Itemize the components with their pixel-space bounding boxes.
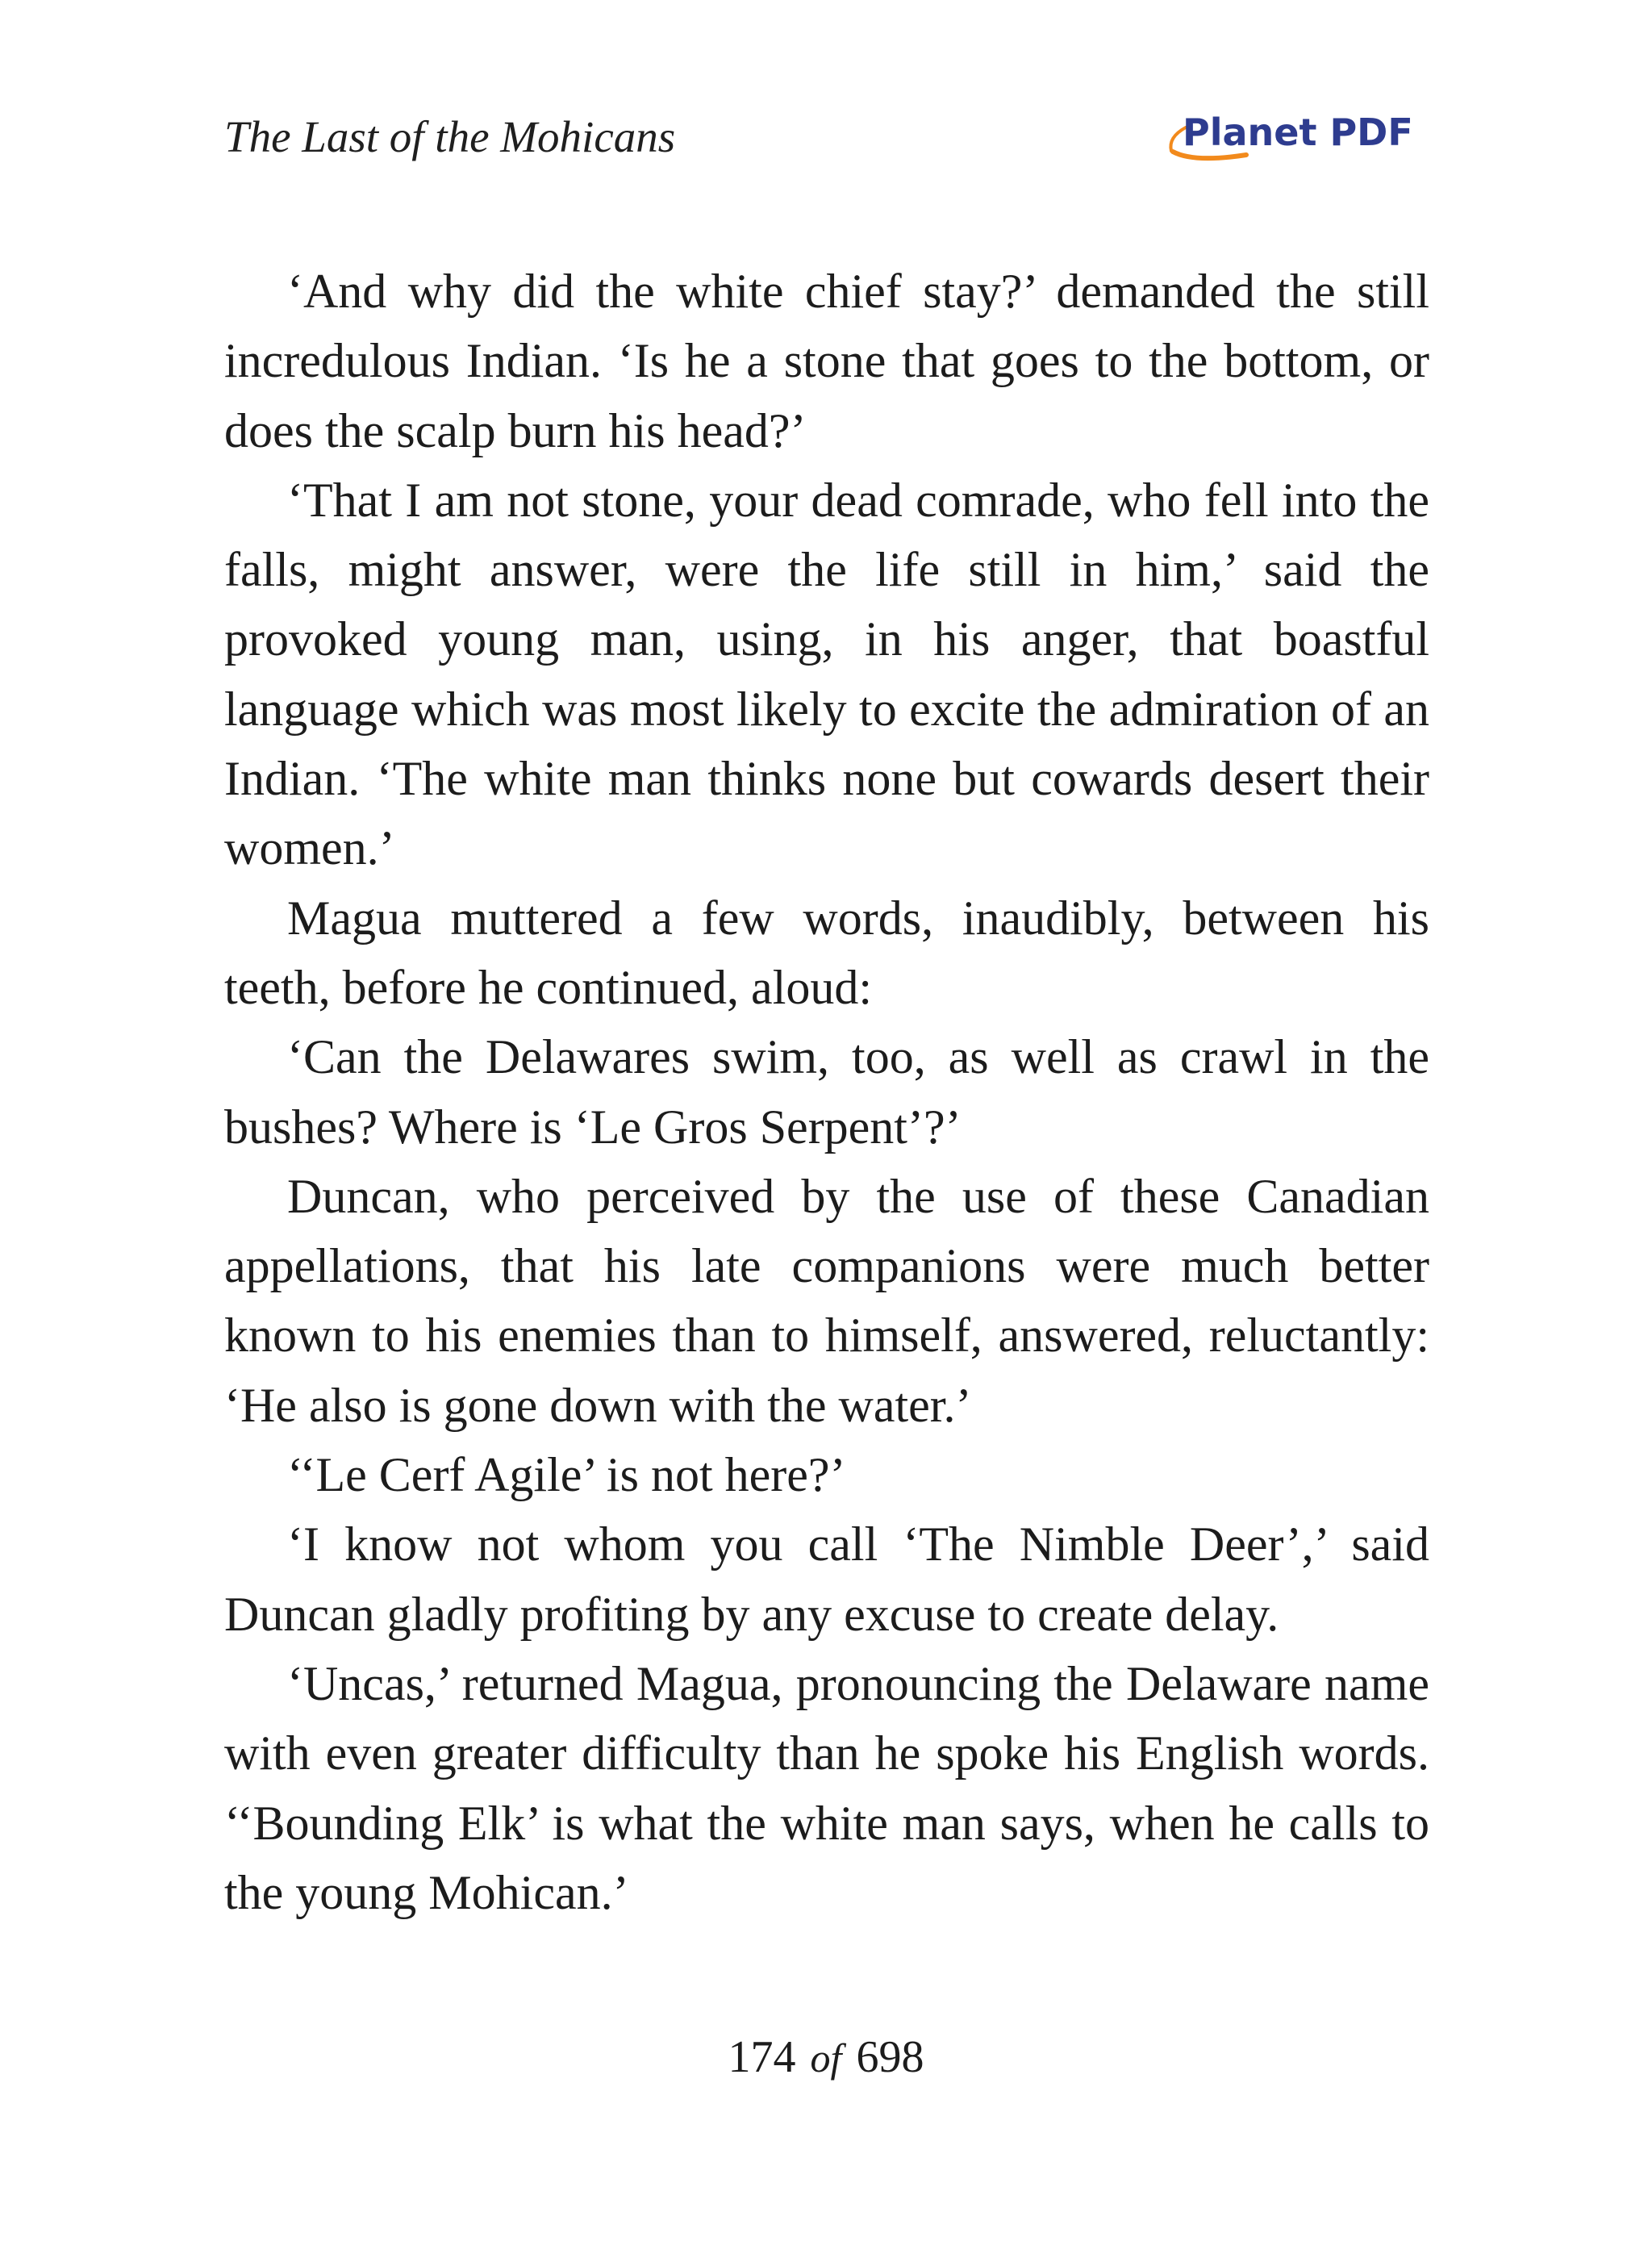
- paragraph: ‘Can the Delawares swim, too, as well as crawl in the bushes? Where is ‘Le Gros Serpent’?’: [224, 1030, 1429, 1154]
- body-text: [224, 257, 1429, 1927]
- current-page-number: 174: [728, 2032, 796, 2082]
- total-pages: 698: [856, 2032, 924, 2082]
- paragraph: ‘And why did the white chief stay?’ demanded the still incredulous Indian. ‘Is he a stone that goes to the bottom, or does the scalp burn his head?’: [224, 265, 1429, 457]
- page-footer: [0, 2025, 1652, 2090]
- paragraph: Duncan, who perceived by the use of these Canadian appellations, that his late companions were much better known to his enemies than to himself, answered, reluctantly: ‘He also is gone down with the water.’: [224, 1169, 1429, 1432]
- logo-text: Planet PDF: [1183, 111, 1413, 154]
- planet-pdf-logo: [1162, 105, 1428, 169]
- paragraph: ‘That I am not stone, your dead comrade, who fell into the falls, might answer, were the life still in him,’ said the provoked young man, using, in his anger, that boastful language which was most likely to excite the admiration of an Indian. ‘The white man thinks none but cowards desert their women.’: [224, 473, 1429, 875]
- paragraph: ‘‘Le Cerf Agile’ is not here?’: [287, 1448, 846, 1502]
- page-header: [224, 105, 1429, 169]
- paragraph: ‘I know not whom you call ‘The Nimble Deer’,’ said Duncan gladly profiting by any excuse to create delay.: [224, 1517, 1429, 1641]
- paragraph: Magua muttered a few words, inaudibly, between his teeth, before he continued, aloud:: [224, 891, 1429, 1014]
- paragraph: ‘Uncas,’ returned Magua, pronouncing the Delaware name with even greater difficulty than he spoke his English words. ‘‘Bounding Elk’ is what the white man says, when he calls to the young Mohican.’: [224, 1656, 1429, 1919]
- book-title: The Last of the Mohicans: [224, 112, 676, 161]
- page-of-label: of: [810, 2035, 842, 2081]
